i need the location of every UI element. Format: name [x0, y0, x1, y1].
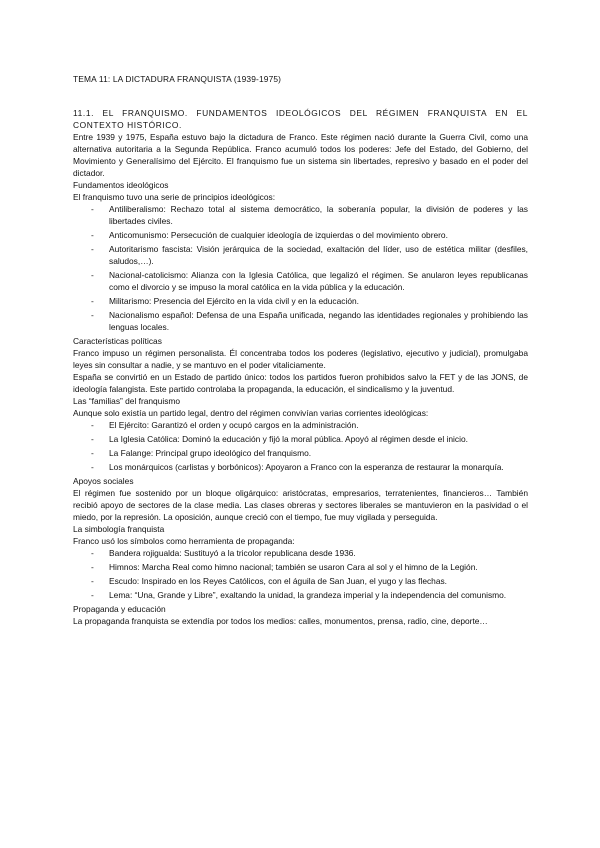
list-item: - Los monárquicos (carlistas y borbónicos): Apoyaron a Franco con la esperanza de restaurar la monarquía. [73, 461, 528, 473]
list-item: - Autoritarismo fascista: Visión jerárquica de la sociedad, exaltación del líder, uso de estética militar (desfiles, saludos,…). [73, 243, 528, 267]
politics-paragraph-2: España se convirtió en un Estado de partido único: todos los partidos fueron prohibidos salvo la FET y de las JONS, de ideología falangista. Este partido controlaba la propaganda, la educación, el sindicalismo y la juventud. [73, 372, 528, 394]
section-title: 11.1. EL FRANQUISMO. FUNDAMENTOS IDEOLÓGICOS DEL RÉGIMEN FRANQUISTA EN EL CONTEXTO HISTÓRICO. [73, 108, 528, 130]
politics-heading: Características políticas [73, 336, 162, 346]
page-title: TEMA 11: LA DICTADURA FRANQUISTA (1939-1975) [73, 74, 282, 84]
list-item: - Nacionalismo español: Defensa de una España unificada, negando las identidades regionales y prohibiendo las lenguas locales. [73, 309, 528, 333]
ideology-heading: Fundamentos ideológicos [73, 180, 169, 190]
families-list [73, 419, 528, 473]
list-item: - Himnos: Marcha Real como himno nacional; también se usaron Cara al sol y el himno de la Legión. [73, 561, 528, 573]
list-item: - El Ejército: Garantizó el orden y ocupó cargos en la administración. [73, 419, 528, 431]
list-item: - La Falange: Principal grupo ideológico del franquismo. [73, 447, 528, 459]
list-item: - La Iglesia Católica: Dominó la educación y fijó la moral pública. Apoyó al régimen desde el inicio. [73, 433, 528, 445]
support-paragraph: El régimen fue sostenido por un bloque oligárquico: aristócratas, empresarios, terratenientes, financieros… También recibió apoyo de sectores de la clase media. Las clases obreras y sectores liberales se mantuvieron en la pasividad o el miedo, por la represión. La oposición, aunque creció con el tiempo, fue muy vigilada y perseguida. [73, 488, 528, 522]
intro-paragraph: Entre 1939 y 1975, España estuvo bajo la dictadura de Franco. Este régimen nació durante la Guerra Civil, como una alternativa autoritaria a la Segunda República. Franco acumuló todos los poderes: Jefe del Estado, del Gobierno, del Movimiento y Generalísimo del Ejército. El franquismo fue un sistema sin libertades, represivo y basado en el poder del dictador. [73, 132, 528, 178]
propaganda-heading: Propaganda y educación [73, 604, 166, 614]
document-body [73, 73, 528, 627]
list-item: - Militarismo: Presencia del Ejército en la vida civil y en la educación. [73, 295, 528, 307]
symbols-heading: La simbología franquista [73, 524, 165, 534]
ideology-list [73, 203, 528, 333]
list-item: - Nacional-catolicismo: Alianza con la Iglesia Católica, que legalizó el régimen. Se anularon leyes republicanas como el divorcio y se impuso la moral católica en la vida pública y la educación. [73, 269, 528, 293]
symbols-lead: Franco usó los símbolos como herramienta de propaganda: [73, 536, 295, 546]
list-item: - Escudo: Inspirado en los Reyes Católicos, con el águila de San Juan, el yugo y las flechas. [73, 575, 528, 587]
list-item: - Bandera rojigualda: Sustituyó a la tricolor republicana desde 1936. [73, 547, 528, 559]
list-item: - Anticomunismo: Persecución de cualquier ideología de izquierdas o del movimiento obrero. [73, 229, 528, 241]
families-heading: Las “familias” del franquismo [73, 396, 181, 406]
list-item: - Antiliberalismo: Rechazo total al sistema democrático, la soberanía popular, la división de poderes y las libertades civiles. [73, 203, 528, 227]
symbols-list [73, 547, 528, 601]
propaganda-paragraph: La propaganda franquista se extendía por todos los medios: calles, monumentos, prensa, radio, cine, deporte… [73, 616, 488, 626]
families-lead: Aunque solo existía un partido legal, dentro del régimen convivían varias corrientes ideológicas: [73, 408, 429, 418]
support-heading: Apoyos sociales [73, 476, 134, 486]
ideology-lead: El franquismo tuvo una serie de principios ideológicos: [73, 192, 276, 202]
politics-paragraph-1: Franco impuso un régimen personalista. Él concentraba todos los poderes (legislativo, ejecutivo y judicial), promulgaba leyes sin consultar a nadie, y se mantuvo en el poder vitaliciamente. [73, 348, 528, 370]
list-item: - Lema: “Una, Grande y Libre”, exaltando la unidad, la grandeza imperial y la independencia del comunismo. [73, 589, 528, 601]
